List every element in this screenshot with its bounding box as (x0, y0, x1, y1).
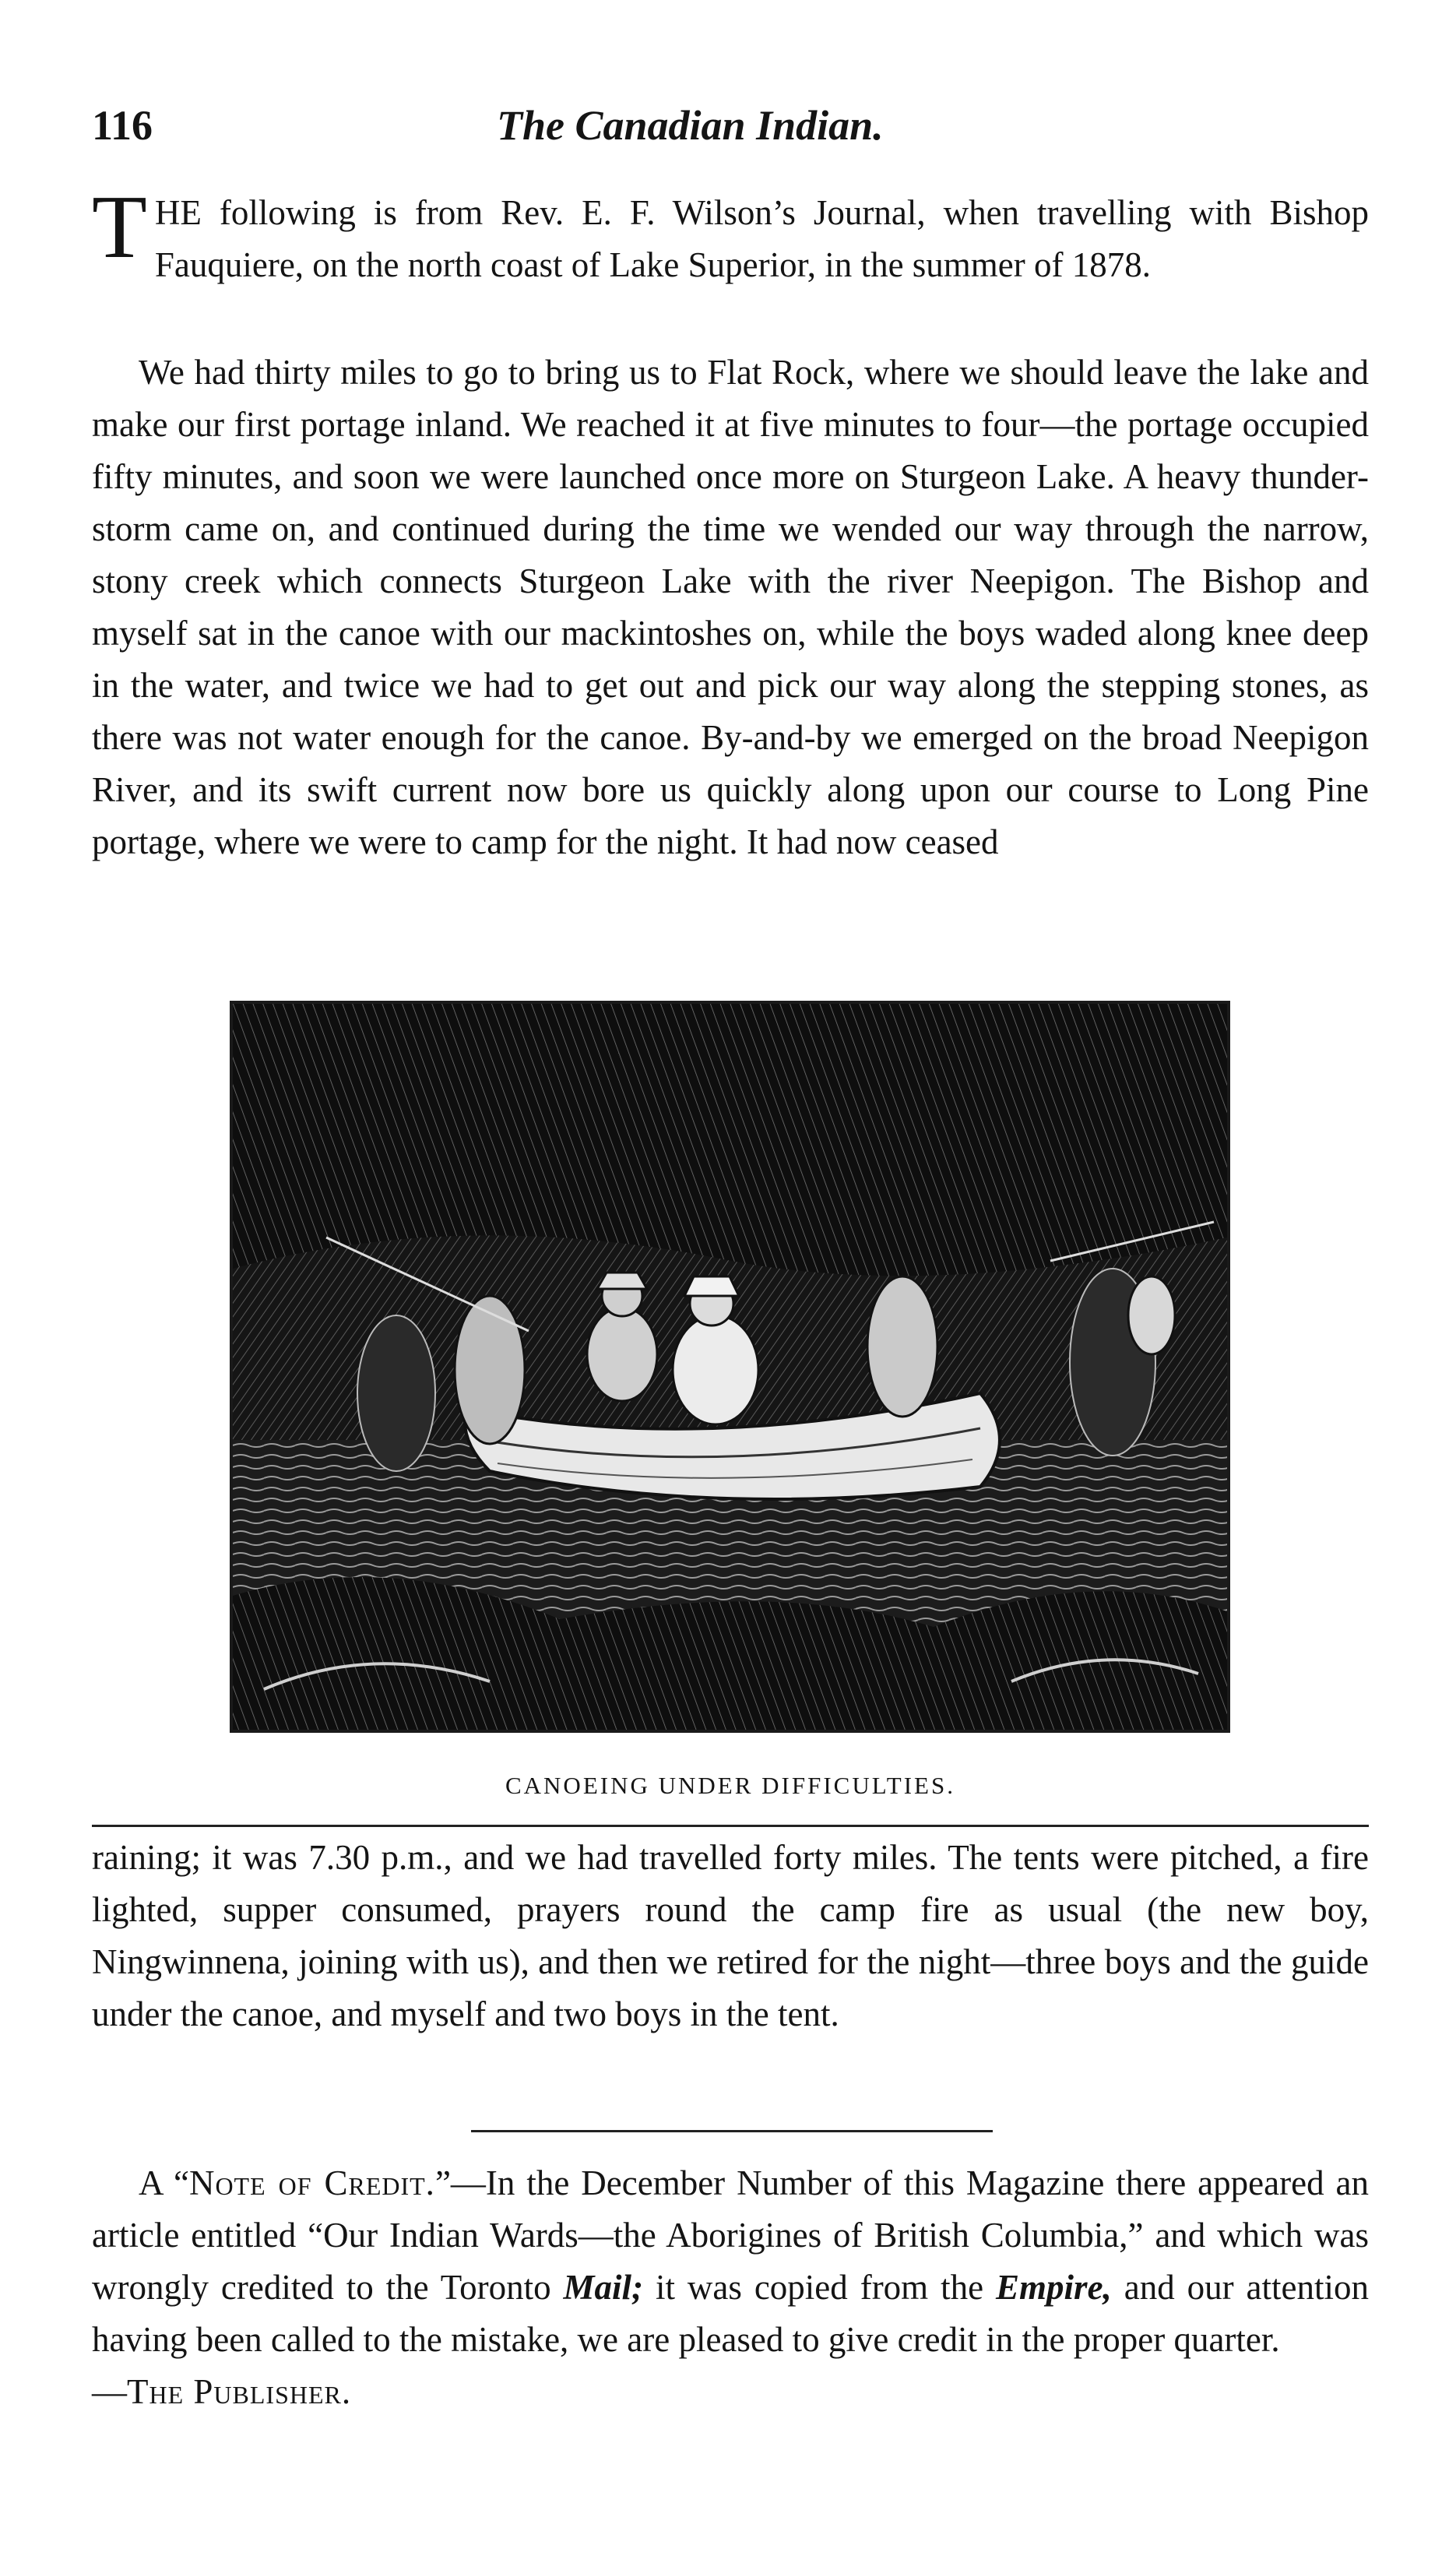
page-number: 116 (92, 102, 153, 149)
note-signoff: The Publisher. (127, 2372, 352, 2411)
drop-cap: T (92, 178, 147, 277)
note-text-1: ”—In the December Number of this Magazine there appeared an article entitled “Our Indian Wards—the Aborigines of British Columbia,” and which was wrongly credited to the Toronto (92, 2163, 1369, 2307)
paragraph-continued: raining; it was 7.30 p.m., and we had travelled forty miles. The tents were pitched, a fire lighted, supper consumed, prayers round the camp fire as usual (the new boy, Ningwinnena, joining with us), and then we retired for the night—three boys and the guide under the canoe, and myself and two boys in the tent. (92, 1838, 1369, 2033)
section-divider (471, 2130, 993, 2132)
paragraph-journal: We had thirty miles to go to bring us to Flat Rock, where we should leave the lake and make our first portage inland. We reached it at five minutes to four—the portage occupied fifty minutes, and soon we were launched once more on Sturgeon Lake. A heavy thunder-storm came on, and continued during the time we wended our way through the narrow, stony creek which connects Sturgeon Lake with the river Neepigon. The Bishop and myself sat in the canoe with our mackintoshes on, while the boys waded along knee deep in the water, and twice we had to get out and pick our way along the stepping stones, as there was not water enough for the canoe. By-and-by we emerged on the broad Neepigon River, and its swift current now bore us quickly along upon our course to Long Pine portage, where we were to camp for the night. It had now ceased (92, 353, 1369, 861)
caption-rule (92, 1825, 1369, 1827)
note-of-credit (92, 2157, 1369, 2418)
note-lead: A “ (139, 2163, 189, 2202)
canoe-illustration (230, 1001, 1230, 1733)
signoff-dash: — (92, 2372, 127, 2411)
newspaper-empire: Empire, (996, 2268, 1112, 2307)
note-text-2: it was copied from the (643, 2268, 997, 2307)
newspaper-mail: Mail; (563, 2268, 644, 2307)
note-text-3: and our attention having been called to the mistake, we are pleased to give credit in the proper quarter. (92, 2268, 1369, 2359)
tree-canopy (233, 1004, 1227, 1276)
page-header (92, 101, 1369, 171)
note-title: Note of Credit. (188, 2163, 435, 2202)
paragraph-intro-text: HE following is from Rev. E. F. Wilson’s Journal, when travelling with Bishop Fauquiere, on the north coast of Lake Superior, in the summer of 1878. (154, 193, 1369, 284)
running-title: The Canadian Indian. (497, 102, 884, 149)
paragraph-intro (92, 178, 1369, 291)
engraving-image (233, 1004, 1227, 1730)
figure-caption: CANOEING UNDER DIFFICULTIES. (505, 1772, 955, 1799)
